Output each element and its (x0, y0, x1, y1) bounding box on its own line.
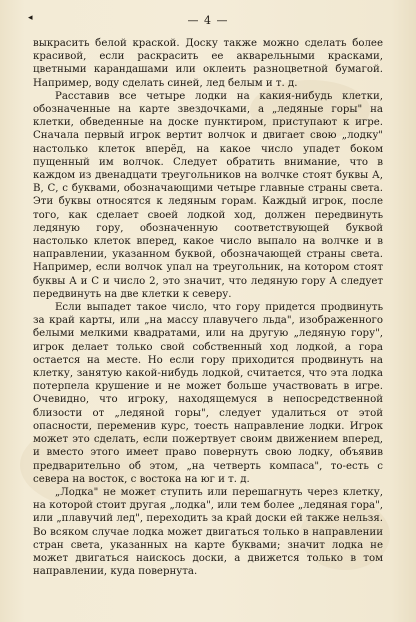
corner-mark: ◂ (28, 13, 33, 23)
page-number: — 4 — (187, 14, 229, 27)
paragraph-2: Расставив все четыре лодки на какия-нибудь клетки, обозначенные на карте звездочками, а „ледяные горы" на клетки, обведенные на доске пунктиром, приступают к игре. Сначала первый игрок вертит волчок и двигает свою „лодку" настолько клеток вперёд, на какое число упадет боком пущенный им волчок. Следует обратить внимание, что в каждом из двенадцати треугольников на волчке стоят буквы А, В, С, с буквами, обозначающими четыре главные страны света. Эти буквы относятся к ледяным горам. Каждый игрок, после того, как сделает своей лодкой ход, должен передвинуть ледяную гору, обозначенную соответствующей буквой настолько клеток вперед, какое число выпало на волчке и в направлении, указанном буквой, обозначающей страны света. Например, если волчок упал на треугольник, на котором стоят буквы А и С и число 2, это значит, что ледяную гору А следует передвинуть на две клетки к северу. (33, 90, 383, 300)
paragraph-3: Если выпадет такое число, что гору придется продвинуть за край карты, или „на массу плавучего льда", изображенного белыми мелкими квадратами, или на другую „ледяную гору", игрок делает только свой собственный ход лодкой, а гора остается на месте. Но если гору приходится продвинуть на клетку, занятую какой-нибудь лодкой, считается, что эта лодка потерпела крушение и не может больше участвовать в игре. Очевидно, что игроку, находящемуся в непосредственной близости от „ледяной горы", следует удалиться от этой опасности, переменив курс, тоесть направление лодки. Игрок может это сделать, если пожертвует своим движением вперед, и вместо этого имеет право повернуть свою лодку, объявив предварительно об этом, „на четверть компаса", то-есть с севера на восток, с востока на юг и т. д. (33, 302, 383, 485)
paragraph-4: „Лодка" не может ступить или перешагнуть через клетку, на которой стоит другая „лодка", или тем более „ледяная гора", или „плавучий лед", переходить за край доски ей также нельзя. Во всяком случае лодка может двигаться только в направлении стран света, указанных на карте буквами; значит лодка не может двигаться наискось доски, а движется только в том направлении, куда повернута. (33, 486, 383, 578)
paragraph-1: выкрасить белой краской. Доску также можно сделать более красивой, если раскрасить ее акварельными красками, цветными карандашами или оклеить разноцветной бумагой. Например, воду сделать синей, лед белым и т. д. (33, 38, 383, 89)
body-text (33, 37, 383, 578)
